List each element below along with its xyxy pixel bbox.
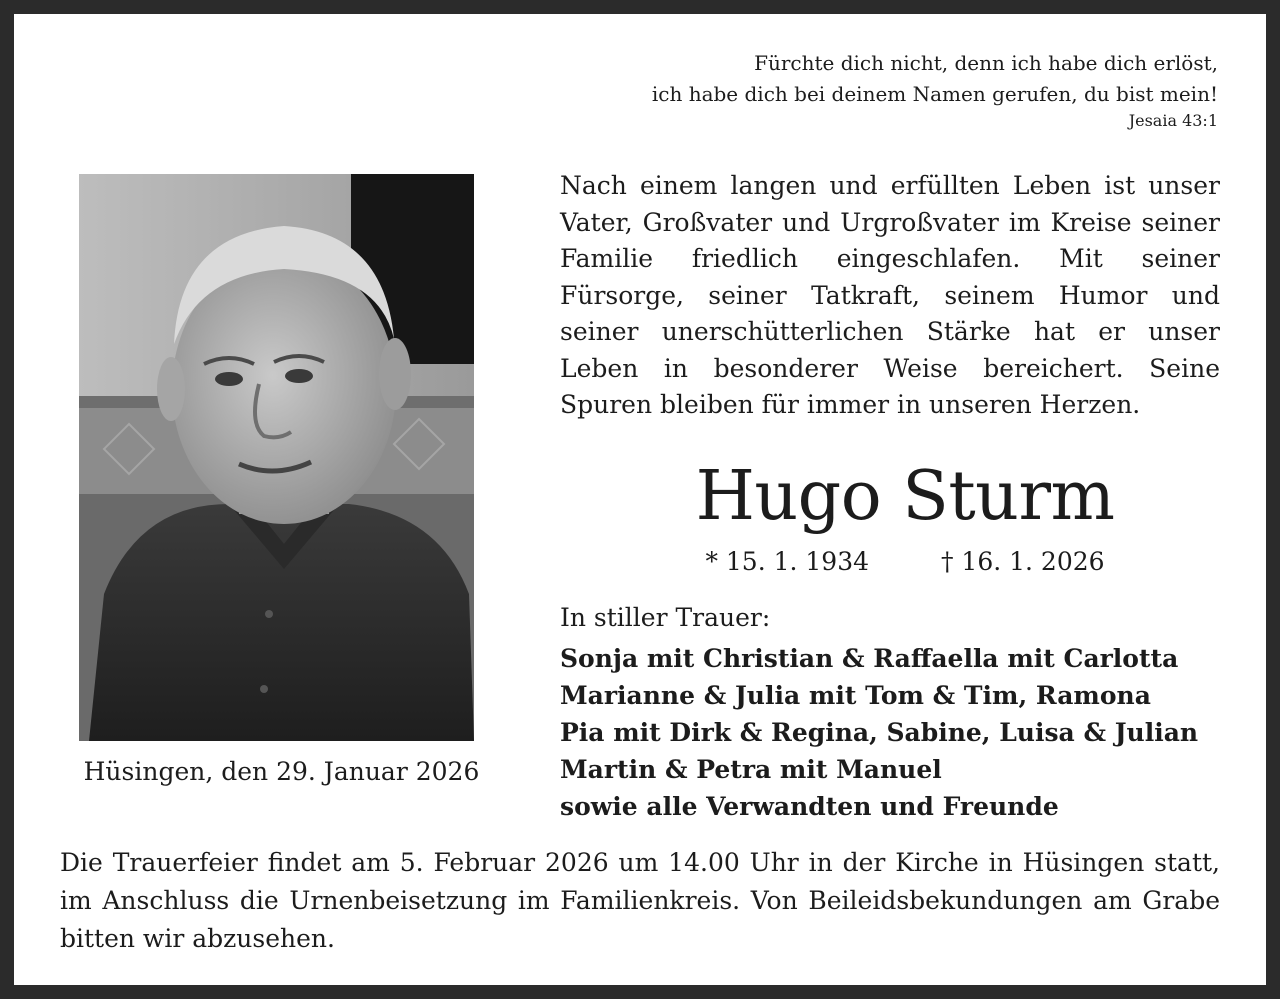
place-and-date: Hüsingen, den 29. Januar 2026 [83,757,480,786]
life-dates [560,544,1250,580]
family-line: Sonja mit Christian & Raffaella mit Carlotta [560,644,1179,673]
family-line: sowie alle Verwandten und Freunde [560,792,1059,821]
family-line: Marianne & Julia mit Tom & Tim, Ramona [560,681,1151,710]
quote-reference: Jesaia 43:1 [1128,111,1218,130]
death-date: † 16. 1. 2026 [940,547,1105,576]
quote-line-1: Fürchte dich nicht, denn ich habe dich erlöst, [754,51,1218,75]
family-list [560,640,1198,825]
intro-text: Nach einem langen und erfüllten Leben ist unser Vater, Großvater und Urgroßvater im Kreise seiner Familie friedlich eingeschlafen. Mit seiner Fürsorge, seiner Tatkraft, seinem Humor und seiner unerschütterlichen Stärke hat er unser Leben in besonderer Weise bereichert. Seine Spuren bleiben für immer in unseren Herzen. [560,171,1220,419]
funeral-details: Die Trauerfeier findet am 5. Februar 2026 um 14.00 Uhr in der Kirche in Hüsingen statt, im Anschluss die Urnenbeisetzung im Familienkreis. Von Beileidsbekundungen am Grabe bitten wir abzusehen. [60,848,1220,953]
portrait-illustration [79,174,474,741]
portrait-photo [79,174,474,741]
mourning-label: In stiller Trauer: [560,603,771,632]
birth-date: * 15. 1. 1934 [705,547,870,576]
deceased-name: Hugo Sturm [695,457,1115,536]
bible-quote [652,48,1218,132]
quote-line-2: ich habe dich bei deinem Namen gerufen, du bist mein! [651,82,1218,106]
family-line: Pia mit Dirk & Regina, Sabine, Luisa & Julian [560,718,1199,747]
obituary-notice [14,14,1266,985]
family-line: Martin & Petra mit Manuel [560,755,942,784]
